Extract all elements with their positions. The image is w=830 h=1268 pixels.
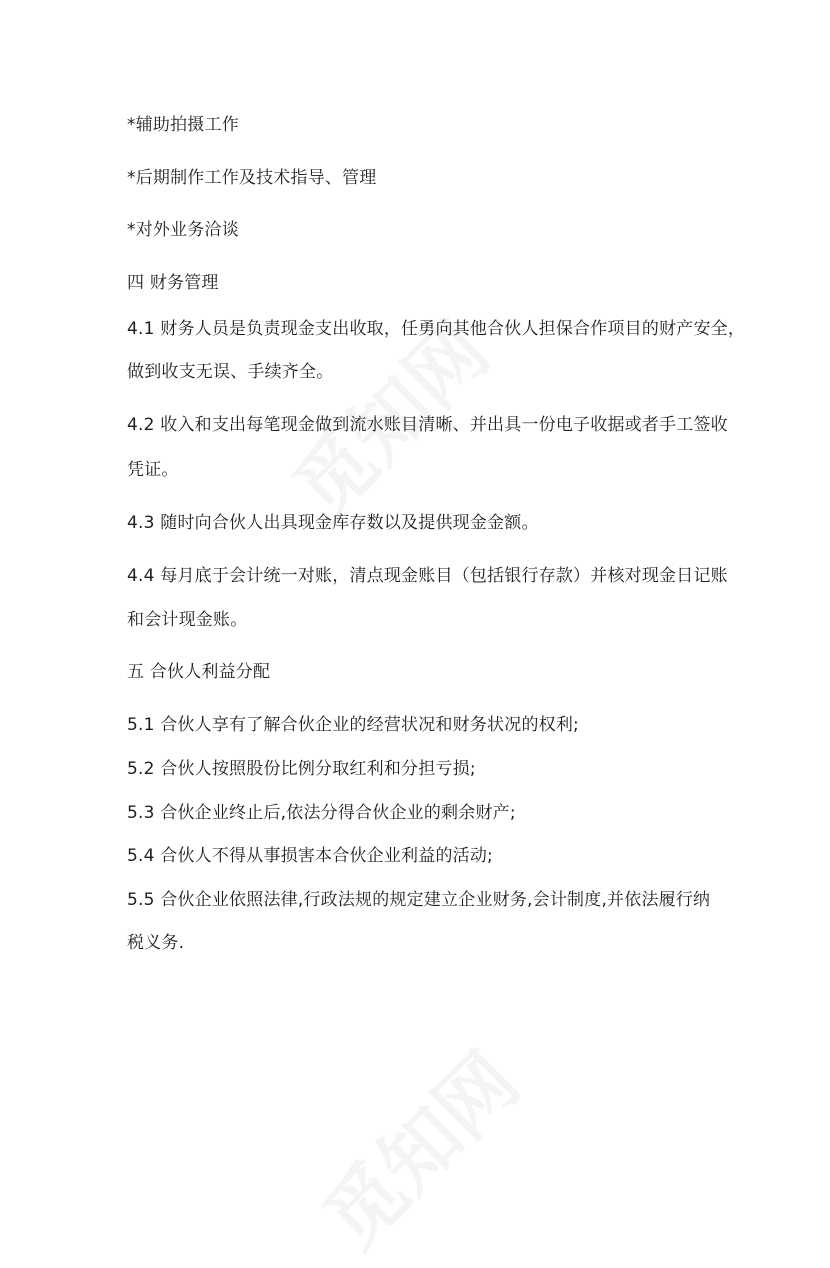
list-item: 5.4 合伙人不得从事损害本合伙企业利益的活动; [127,846,493,866]
watermark-bottom [295,1024,540,1268]
paragraph-line: 4.4 每月底于会计统一对账，清点现金账目（包括银行存款）并核对现金日记账 [127,566,728,586]
paragraph-line: 和会计现金账。 [127,610,248,630]
list-item: *对外业务洽谈 [127,220,239,240]
list-item: 5.1 合伙人享有了解合伙企业的经营状况和财务状况的权利; [127,715,579,735]
paragraph-line: 税义务. [127,933,185,953]
paragraph-line: 做到收支无误、手续齐全。 [127,362,334,382]
paragraph-line: 凭证。 [127,460,179,480]
section-heading: 四 财务管理 [127,273,219,293]
paragraph-line: 4.3 随时向合伙人出具现金库存数以及提供现金金额。 [127,513,539,533]
paragraph-line: 4.1 财务人员是负责现金支出收取，任勇向其他合伙人担保合作项目的财产安全， [127,319,746,339]
list-item: 5.2 合伙人按照股份比例分取红利和分担亏损; [127,759,476,779]
section-heading: 五 合伙人利益分配 [127,662,271,682]
list-item: 5.3 合伙企业终止后,依法分得合伙企业的剩余财产; [127,803,516,823]
list-item: *辅助拍摄工作 [127,115,239,135]
list-item: *后期制作工作及技术指导、管理 [127,168,377,188]
paragraph-line: 4.2 收入和支出每笔现金做到流水账目清晰、并出具一份电子收据或者手工签收 [127,415,728,435]
paragraph-line: 5.5 合伙企业依照法律,行政法规的规定建立企业财务,会计制度,并依法履行纳 [127,890,711,910]
